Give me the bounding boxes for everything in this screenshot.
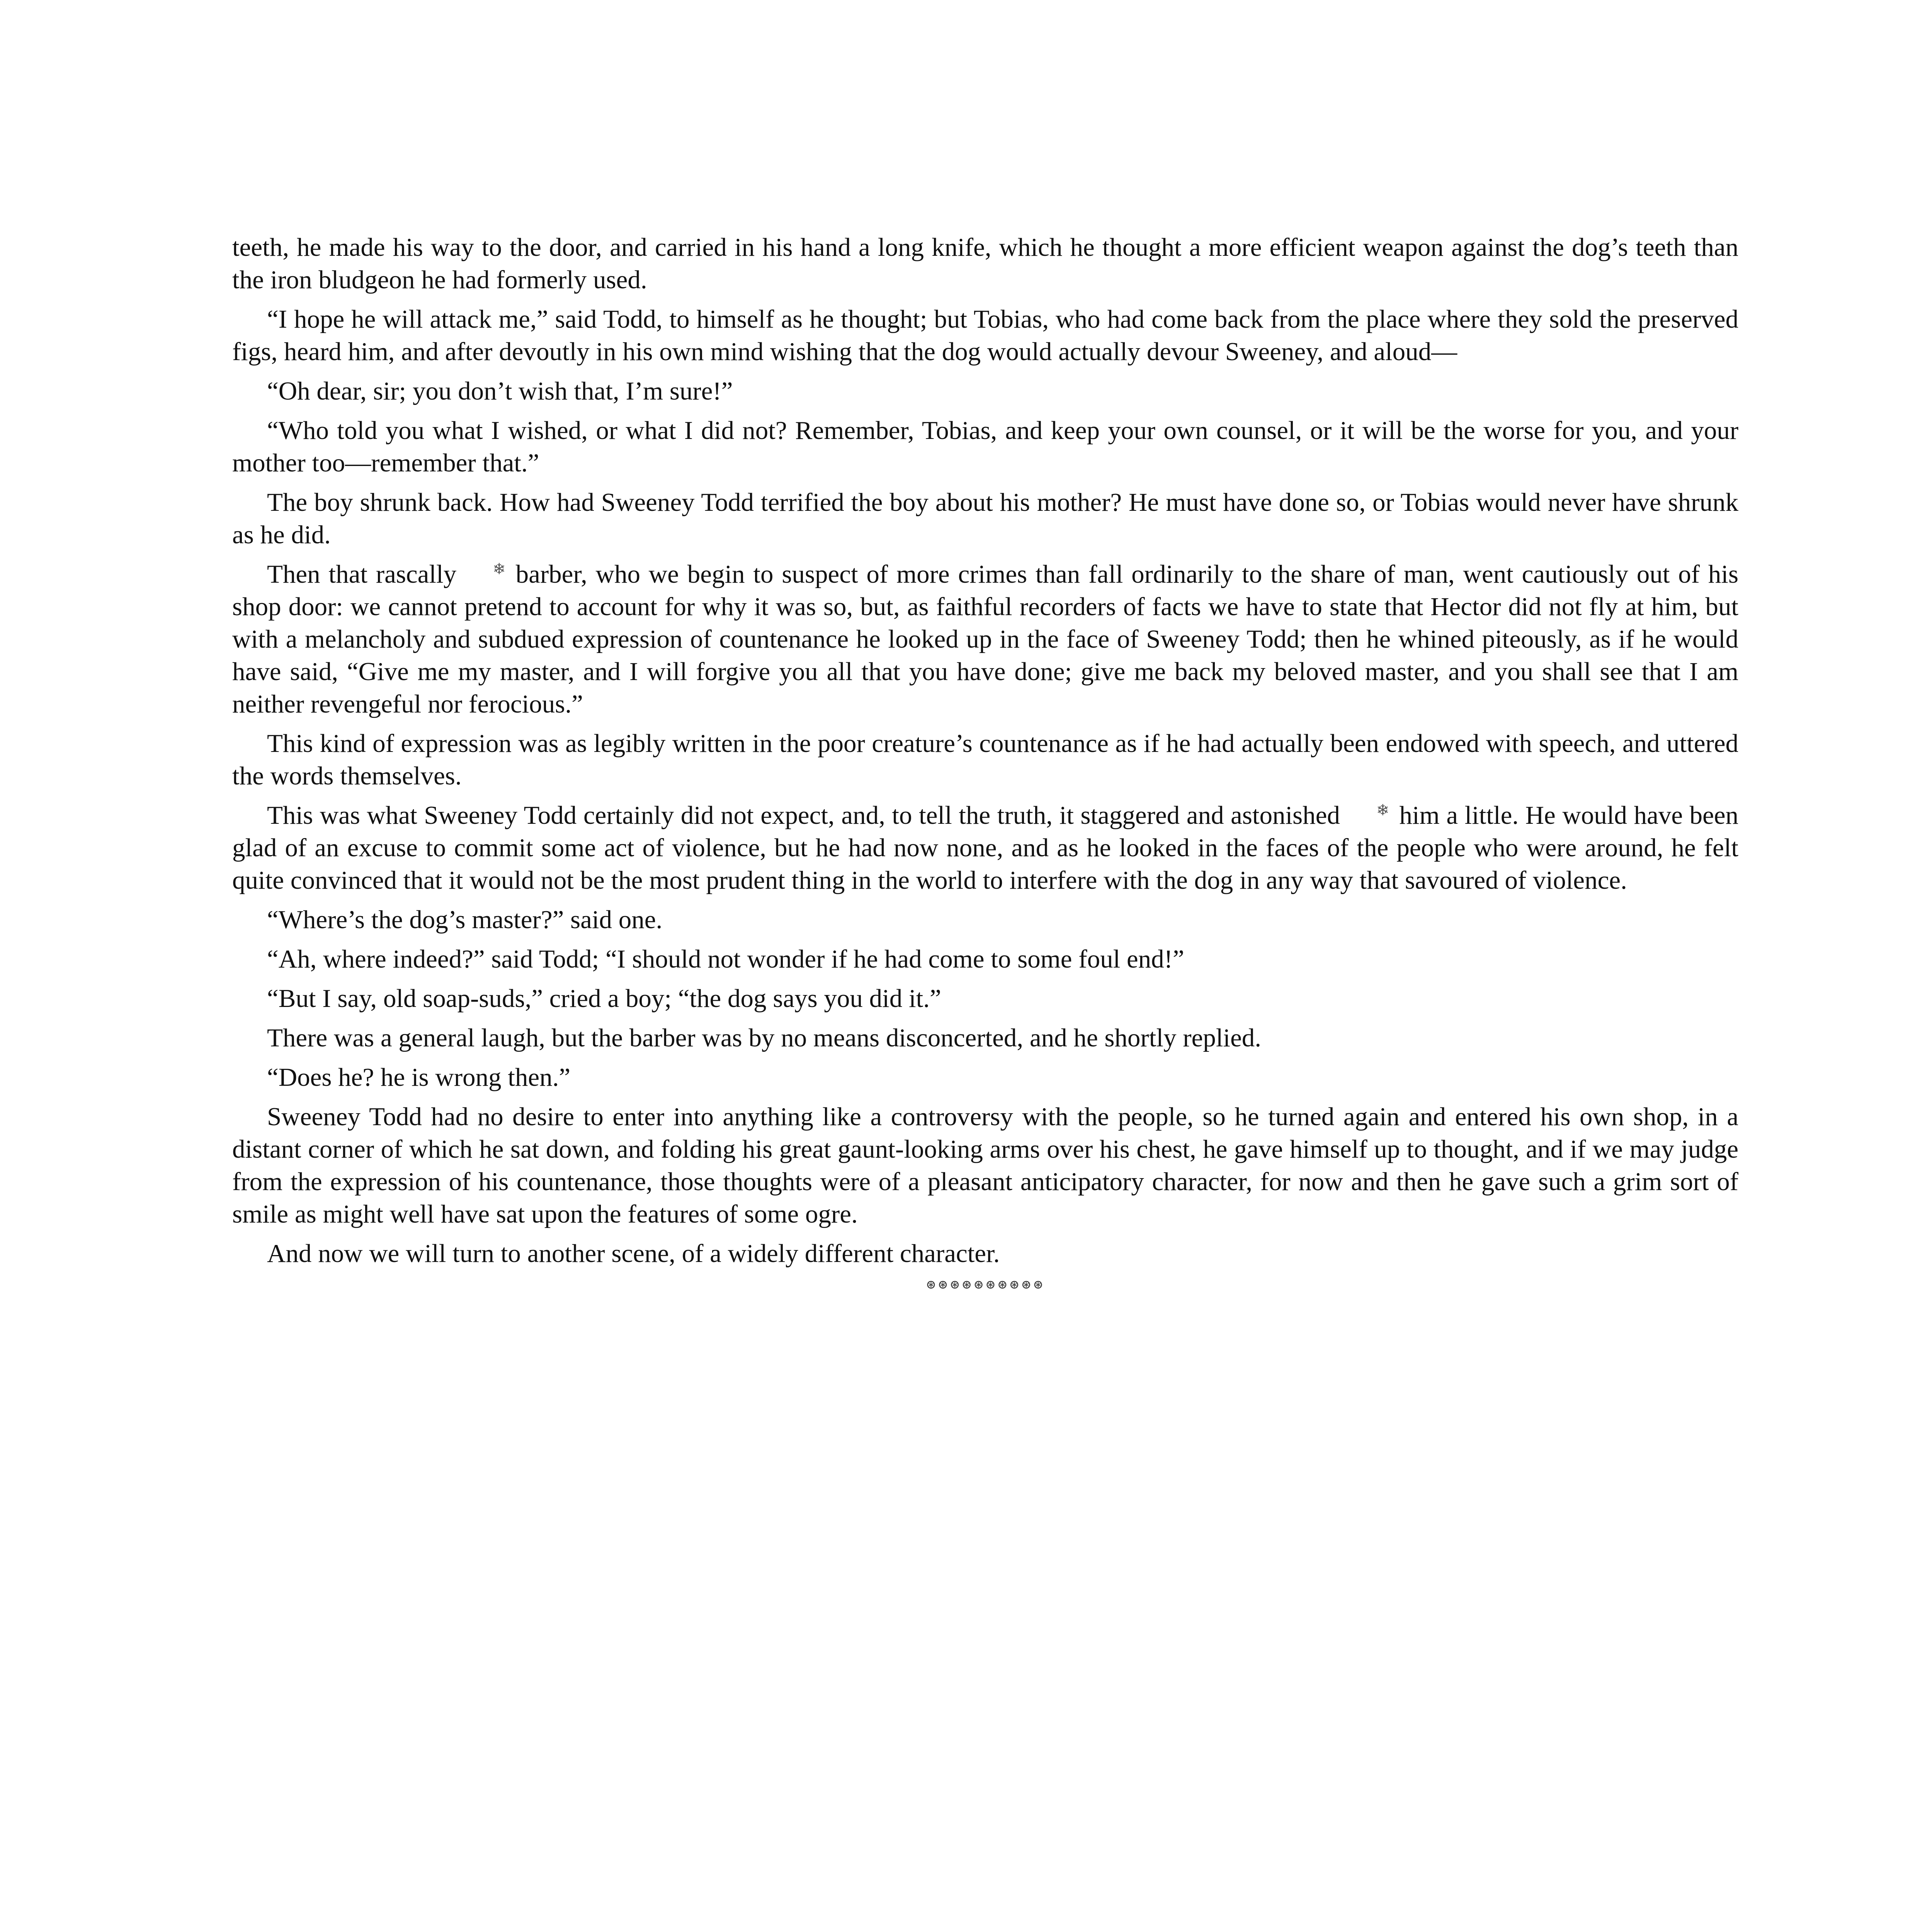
text-body	[232, 231, 1738, 1292]
paragraph-text: “Does he? he is wrong then.”	[267, 1063, 571, 1092]
footnote-marker-icon: ❄	[493, 560, 506, 578]
paragraph-text: “Who told you what I wished, or what I did not? Remember, Tobias, and keep your own counsel, or it will be the worse for you, and your mother too—remember that.”	[232, 416, 1738, 477]
paragraph	[232, 903, 1738, 936]
paragraph-text: teeth, he made his way to the door, and carried in his hand a long knife, which he thought a more efficient weapon against the dog’s teeth than the iron bludgeon he had formerly used.	[232, 233, 1738, 294]
paragraph-text: “Ah, where indeed?” said Todd; “I should not wonder if he had come to some foul end!”	[267, 945, 1184, 973]
paragraph	[232, 1022, 1738, 1054]
section-ornament: ⊛⊛⊛⊛⊛⊛⊛⊛⊛⊛	[925, 1277, 1045, 1291]
paragraph	[232, 1100, 1738, 1230]
paragraph-text: “Oh dear, sir; you don’t wish that, I’m sure!”	[267, 377, 733, 405]
footnote-marker-icon: ❄	[1376, 801, 1389, 819]
paragraph-text: “But I say, old soap-suds,” cried a boy; “the dog says you did it.”	[267, 984, 941, 1013]
paragraph-text: barber, who we begin to suspect of more crimes than fall ordinarily to the share of man, went cautiously out of his shop door: we cannot pretend to account for why it was so, but, as faithful recorders of facts we have to state that Hector did not fly at him, but with a melancholy and subdued expression of countenance he looked up in the face of Sweeney Todd; then he whined piteously, as if he would have said, “Give me my master, and I will forgive you all that you have done; give me back my beloved master, and you shall see that I am neither revengeful nor ferocious.”	[232, 560, 1738, 718]
paragraph-text: Sweeney Todd had no desire to enter into anything like a controversy with the people, so he turned again and entered his own shop, in a distant corner of which he sat down, and folding his great gaunt-looking arms over his chest, he gave himself up to thought, and if we may judge from the expression of his countenance, those thoughts were of a pleasant anticipatory character, for now and then he gave such a grim sort of smile as might well have sat upon the features of some ogre.	[232, 1102, 1738, 1228]
paragraph	[232, 1237, 1738, 1270]
paragraph	[232, 943, 1738, 975]
paragraph	[232, 486, 1738, 551]
paragraph-text: “Where’s the dog’s master?” said one.	[267, 905, 663, 934]
paragraph-text: There was a general laugh, but the barber was by no means disconcerted, and he shortly replied.	[267, 1024, 1261, 1052]
paragraph-text: “I hope he will attack me,” said Todd, to himself as he thought; but Tobias, who had come back from the place where they sold the preserved figs, heard him, and after devoutly in his own mind wishing that the dog would actually devour Sweeney, and aloud—	[232, 305, 1738, 366]
paragraph	[232, 727, 1738, 792]
paragraph	[232, 231, 1738, 296]
paragraph	[232, 414, 1738, 479]
paragraph-text: The boy shrunk back. How had Sweeney Todd terrified the boy about his mother? He must have done so, or Tobias would never have shrunk as he did.	[232, 488, 1738, 549]
paragraph-list	[232, 231, 1738, 1270]
paragraph-text: And now we will turn to another scene, of a widely different character.	[267, 1239, 1000, 1268]
paragraph-text: This was what Sweeney Todd certainly did not expect, and, to tell the truth, it staggered and astonished	[267, 801, 1340, 830]
paragraph	[232, 303, 1738, 368]
paragraph	[232, 1061, 1738, 1094]
paragraph-text: him a little. He would have been glad of an excuse to commit some act of violence, but he had now none, and as he looked in the faces of the people who were around, he felt quite convinced that it would not be the most prudent thing in the world to interfere with the dog in any way that savoured of violence.	[232, 801, 1738, 895]
paragraph	[232, 375, 1738, 407]
paragraph	[232, 799, 1738, 896]
paragraph-text: Then that rascally	[267, 560, 457, 588]
paragraph	[232, 982, 1738, 1015]
paragraph	[232, 558, 1738, 720]
paragraph-text: This kind of expression was as legibly written in the poor creature’s countenance as if he had actually been endowed with speech, and uttered the words themselves.	[232, 729, 1738, 790]
